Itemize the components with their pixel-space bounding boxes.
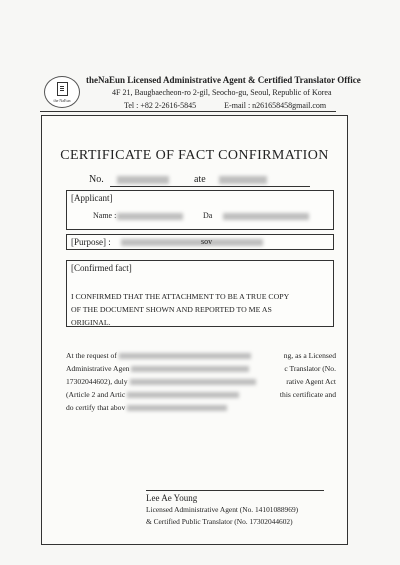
certificate-number-row bbox=[89, 174, 206, 185]
applicant-box bbox=[66, 190, 334, 230]
confirmed-fact-text bbox=[71, 290, 333, 329]
office-address: 4F 21, Baugbaecheon-ro 2-gil, Seocho-gu, Seoul, Republic of Korea bbox=[112, 88, 332, 97]
purpose-fragment: sov bbox=[201, 237, 213, 246]
body-line-end: this certificate and bbox=[279, 390, 336, 399]
body-line-start: do certify that abov bbox=[66, 403, 126, 412]
telephone: Tel : +82 2-2616-5845 bbox=[124, 101, 197, 110]
office-contact bbox=[124, 101, 326, 110]
number-label: No. bbox=[89, 174, 104, 185]
email: E-mail : n261658458gmail.com bbox=[224, 101, 327, 110]
confirmed-fact-header: [Confirmed fact] bbox=[71, 263, 132, 273]
redacted-text bbox=[127, 405, 227, 411]
number-underline bbox=[110, 186, 310, 187]
fact-line: ORIGINAL. bbox=[71, 318, 111, 327]
redacted-text bbox=[119, 353, 251, 359]
redacted-birthdate bbox=[223, 213, 309, 220]
certificate-frame bbox=[41, 115, 348, 545]
redacted-text bbox=[130, 379, 256, 385]
body-line bbox=[66, 390, 336, 399]
signatory-name: Lee Ae Young bbox=[146, 493, 198, 503]
name-label: Name : bbox=[93, 211, 117, 220]
redacted-name bbox=[117, 213, 183, 220]
fact-line: I CONFIRMED THAT THE ATTACHMENT TO BE A TRUE COPY bbox=[71, 292, 290, 301]
body-line-start: Administrative Agen bbox=[66, 364, 130, 373]
redacted-text bbox=[127, 392, 239, 398]
body-line bbox=[66, 351, 336, 360]
fact-line: OF THE DOCUMENT SHOWN AND REPORTED TO ME AS bbox=[71, 305, 272, 314]
redacted-purpose bbox=[121, 239, 263, 246]
certificate-title: CERTIFICATE OF FACT CONFIRMATION bbox=[60, 148, 329, 163]
office-name: theNaEun Licensed Administrative Agent & Certified Translator Office bbox=[86, 75, 361, 85]
signatory-title: & Certified Public Translator (No. 17302044602) bbox=[146, 517, 293, 526]
body-line bbox=[66, 364, 336, 373]
body-line bbox=[66, 377, 336, 386]
purpose-box bbox=[66, 234, 334, 250]
office-logo bbox=[44, 76, 80, 108]
signatory-title: Licensed Administrative Agent (No. 14101088969) bbox=[146, 505, 299, 514]
body-line-start: At the request of bbox=[66, 351, 117, 360]
body-line-start: (Article 2 and Artic bbox=[66, 390, 126, 399]
purpose-header: [Purpose] : bbox=[71, 237, 111, 247]
logo-text: the NaEun bbox=[53, 98, 71, 103]
body-line bbox=[66, 403, 336, 412]
body-line-end: c Translator (No. bbox=[284, 364, 336, 373]
body-line-end: ng, as a Licensed bbox=[283, 351, 336, 360]
body-line-start: 17302044602), duly bbox=[66, 377, 128, 386]
document-icon bbox=[57, 82, 68, 96]
header-divider bbox=[40, 111, 336, 112]
signature-line bbox=[146, 490, 324, 491]
date-label: ate bbox=[194, 174, 206, 185]
redacted-date bbox=[219, 176, 267, 184]
redacted-text bbox=[131, 366, 249, 372]
applicant-header: [Applicant] bbox=[71, 193, 113, 203]
applicant-date-label: Da bbox=[203, 211, 213, 220]
body-line-end: rative Agent Act bbox=[286, 377, 336, 386]
confirmed-fact-box bbox=[66, 260, 334, 327]
redacted-number bbox=[117, 176, 169, 184]
